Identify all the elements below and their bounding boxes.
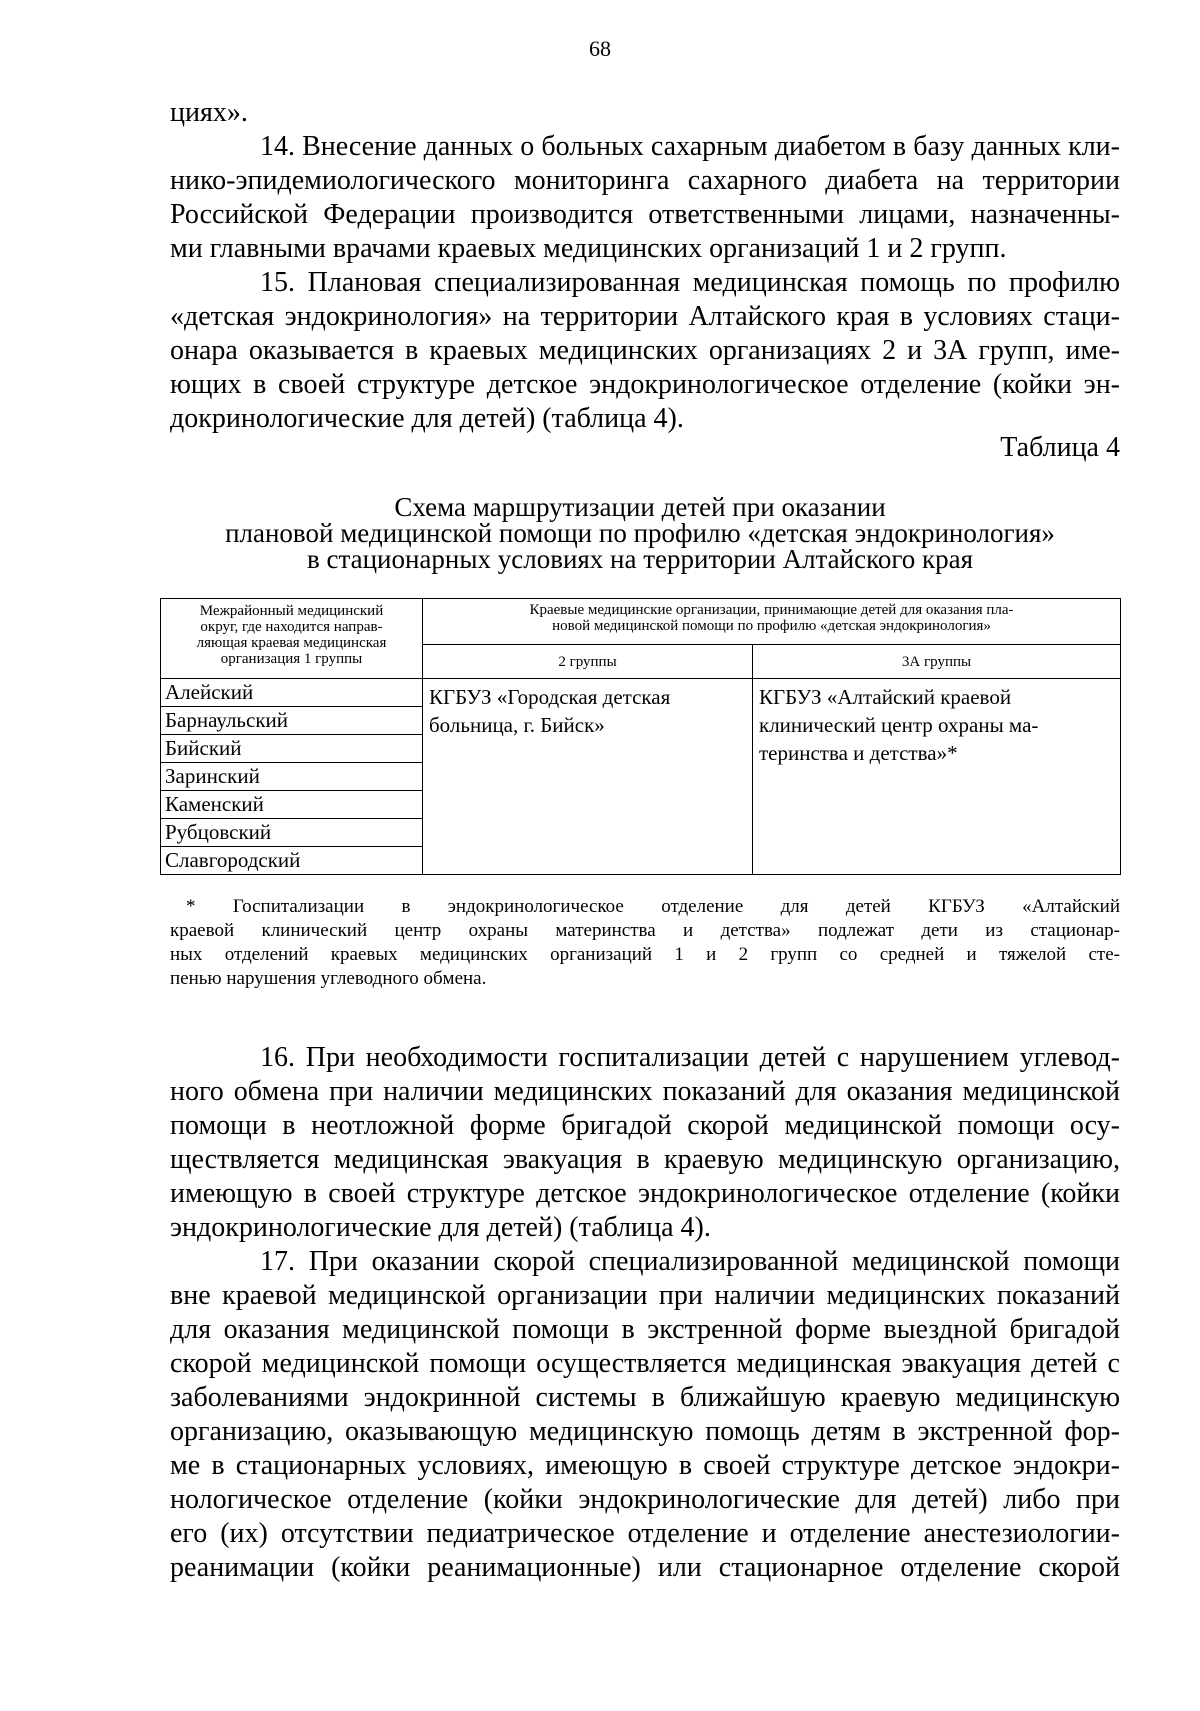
title-line: в стационарных условиях на территории Алтайского края	[306, 544, 974, 574]
text-line: онара оказывается в краевых медицинских организациях 2 и 3А групп, име-	[170, 335, 1120, 366]
text-line: ми главными врачами краевых медицинских организаций 1 и 2 групп.	[170, 233, 1007, 264]
text-line: имеющую в своей структуре детское эндокринологическое отделение (койки	[170, 1178, 1120, 1209]
text-line: вне краевой медицинской организации при наличии медицинских показаний	[170, 1280, 1120, 1311]
text-line: для оказания медицинской помощи в экстренной форме выездной бригадой	[170, 1314, 1120, 1345]
district-row: Алейский	[161, 679, 422, 707]
text-line: организацию, оказывающую медицинскую помощь детям в экстренной фор-	[170, 1416, 1120, 1447]
header-district: Межрайонный медицинский округ, где находится направ- ляющая краевая медицинская организация 1 группы	[161, 599, 423, 679]
footnote-line: краевой клинический центр охраны материнства и детства» подлежат дети из стационар-	[170, 920, 1120, 941]
org-line: больница, г. Бийск»	[429, 713, 605, 737]
text-line: Российской Федерации производится ответственными лицами, назначенны-	[170, 199, 1120, 230]
footnote-line: ных отделений краевых медицинских организаций 1 и 2 групп со средней и тяжелой сте-	[170, 944, 1120, 965]
title-line: плановой медицинской помощи по профилю «детская эндокринология»	[225, 518, 1055, 548]
text-line: 15. Плановая специализированная медицинская помощь по профилю	[260, 267, 1120, 298]
header-group-2: 2 группы	[423, 645, 753, 679]
org-line: теринства и детства»*	[759, 741, 958, 765]
routing-table	[160, 598, 1121, 875]
header-group-3a: 3А группы	[753, 645, 1121, 679]
text-line: 17. При оказании скорой специализированной медицинской помощи	[260, 1246, 1120, 1277]
text-line: «детская эндокринология» на территории Алтайского края в условиях стаци-	[170, 301, 1120, 332]
table-footnote	[170, 895, 1120, 991]
district-row: Заринский	[161, 763, 422, 791]
district-row: Барнаульский	[161, 707, 422, 735]
org-line: КГБУЗ «Алтайский краевой	[759, 685, 1012, 709]
text-line: докринологические для детей) (таблица 4).	[170, 403, 684, 434]
intro-text	[170, 96, 1120, 436]
body-text	[170, 1041, 1120, 1585]
text-line: циях».	[170, 97, 248, 128]
text-line: помощи в неотложной форме бригадой скорой медицинской помощи осу-	[170, 1110, 1120, 1141]
text-line: ществляется медицинская эвакуация в краевую медицинскую организацию,	[170, 1144, 1120, 1175]
text-line: скорой медицинской помощи осуществляется медицинская эвакуация детей с	[170, 1348, 1120, 1379]
text-line: нико-эпидемиологического мониторинга сахарного диабета на территории	[170, 165, 1120, 196]
org-group-3a-cell	[753, 679, 1121, 875]
text-line: эндокринологические для детей) (таблица 4).	[170, 1212, 711, 1243]
table-title	[160, 494, 1120, 572]
text-line: реанимации (койки реанимационные) или стационарное отделение скорой	[170, 1552, 1120, 1583]
footnote-line: * Госпитализации в эндокринологическое отделение для детей КГБУЗ «Алтайский	[186, 896, 1120, 917]
header-receiving-orgs: Краевые медицинские организации, принимающие детей для оказания пла- новой медицинской помощи по профилю «детская эндокринология»	[423, 599, 1121, 645]
district-row: Бийский	[161, 735, 422, 763]
text-line: 14. Внесение данных о больных сахарным диабетом в базу данных кли-	[260, 131, 1120, 162]
footnote-line: пенью нарушения углеводного обмена.	[170, 968, 487, 989]
org-line: КГБУЗ «Городская детская	[429, 685, 671, 709]
text-line: 16. При необходимости госпитализации детей с нарушением углевод-	[260, 1042, 1120, 1073]
title-line: Схема маршрутизации детей при оказании	[394, 492, 886, 522]
org-line: клинический центр охраны ма-	[759, 713, 1039, 737]
table-label: Таблица 4	[1000, 432, 1120, 463]
text-line: ме в стационарных условиях, имеющую в своей структуре детское эндокри-	[170, 1450, 1120, 1481]
text-line: заболеваниями эндокринной системы в ближайшую краевую медицинскую	[170, 1382, 1120, 1413]
text-line: нологическое отделение (койки эндокринологические для детей) либо при	[170, 1484, 1120, 1515]
district-row: Каменский	[161, 791, 422, 819]
page-number: 68	[589, 36, 611, 61]
district-row: Славгородский	[165, 848, 301, 872]
district-row: Рубцовский	[161, 819, 422, 847]
text-line: его (их) отсутствии педиатрическое отделение и отделение анестезиологии-	[170, 1518, 1120, 1549]
text-line: ного обмена при наличии медицинских показаний для оказания медицинской	[170, 1076, 1120, 1107]
district-list	[161, 679, 423, 875]
text-line: ющих в своей структуре детское эндокринологическое отделение (койки эн-	[170, 369, 1120, 400]
org-group-2-cell	[423, 679, 753, 875]
